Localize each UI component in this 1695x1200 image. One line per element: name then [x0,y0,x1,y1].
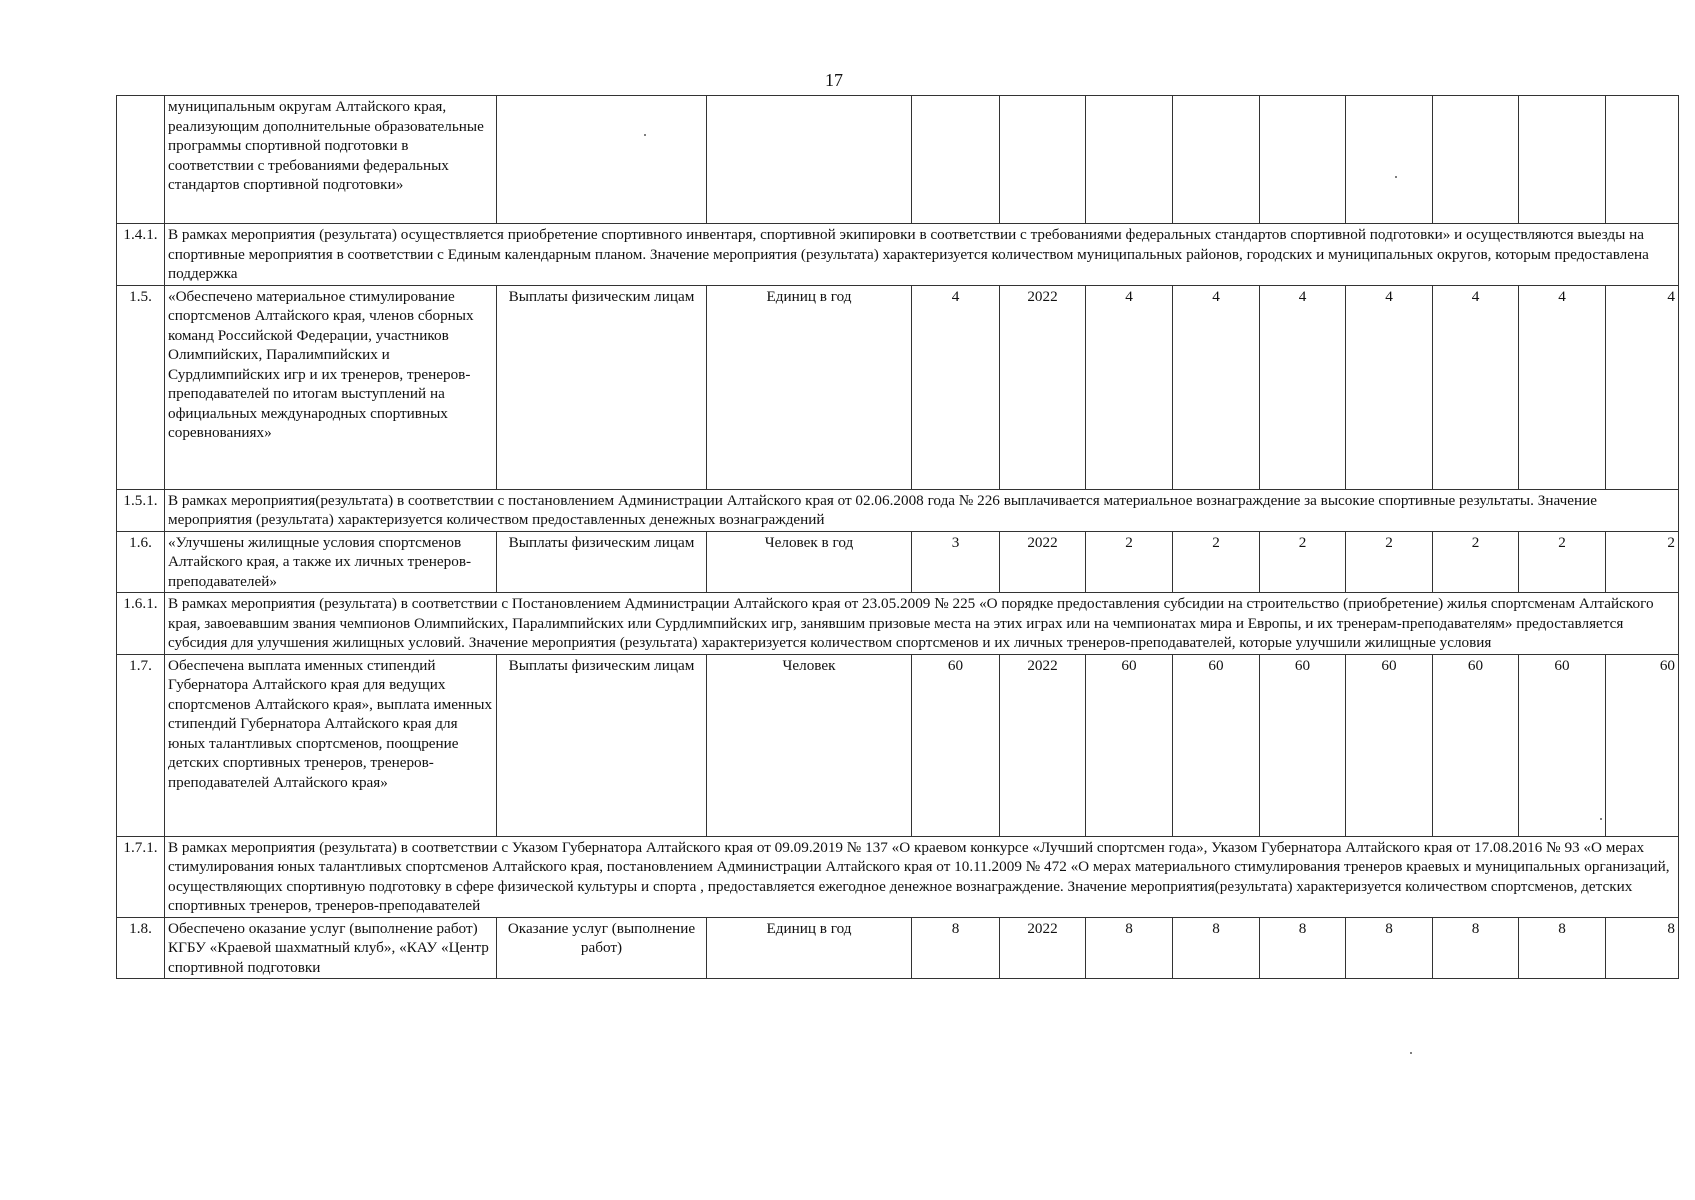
row-number: 1.7.1. [117,836,165,917]
row-number: 1.5. [117,285,165,489]
table-row-continuation [117,96,1679,224]
base-year: 2022 [1000,285,1086,489]
year-value: 4 [1346,285,1433,489]
year-value: 60 [1086,654,1173,836]
year-value [1260,96,1346,224]
row-number: 1.7. [117,654,165,836]
measure-unit: Единиц в год [707,917,912,979]
row-note: В рамках мероприятия (результата) в соответствии с Указом Губернатора Алтайского края от 09.09.2019 № 137 «О краевом конкурсе «Лучший спортсмен года», Указом Губернатора Алтайского края от 17.08.2016 № 93 «О мерах стимулирования юных талантливых спортсменов Алтайского края, постановлением Администрации Алтайского края от 10.11.2009 № 472 «О мерах материального стимулирования тренеров краевых и муниципальных организаций, осуществляющих спортивную подготовку в сфере физической культуры и спорта , предоставляется ежегодное денежное вознаграждение. Значение мероприятия(результата) характеризуется количеством спортсменов, детских спортивных тренеров, тренеров-преподавателей [165,836,1679,917]
table-row-note-1-4-1 [117,224,1679,286]
year-value: 4 [1173,285,1260,489]
base-year: 2022 [1000,531,1086,593]
measure-name: «Обеспечено материальное стимулирование спортсменов Алтайского края, членов сборных команд Российской Федерации, участников Олимпийских, Паралимпийских и Сурдлимпийских игр и их тренеров, тренеров-преподавателей по итогам выступлений на официальных международных спортивных соревнованиях» [165,285,497,489]
year-value: 4 [1086,285,1173,489]
measure-unit: Человек [707,654,912,836]
base-year: 2022 [1000,654,1086,836]
year-value: 2 [1173,531,1260,593]
measure-type: Выплаты физическим лицам [497,285,707,489]
year-value [1519,96,1606,224]
measure-unit [707,96,912,224]
row-number: 1.6.1. [117,593,165,655]
base-year [1000,96,1086,224]
indicators-table [116,95,1679,979]
table-row-note-1-5-1 [117,489,1679,531]
table-row-note-1-6-1 [117,593,1679,655]
table-row-1-7 [117,654,1679,836]
year-value: 60 [1433,654,1519,836]
year-value: 8 [1086,917,1173,979]
measure-name: муниципальным округам Алтайского края, реализующим дополнительные образовательные программы спортивной подготовки в соответствии с требованиями федеральных стандартов спортивной подготовки» [165,96,497,224]
scan-speck [1395,176,1397,178]
table-row-note-1-7-1 [117,836,1679,917]
base-value: 3 [912,531,1000,593]
measure-name: «Улучшены жилищные условия спортсменов Алтайского края, а также их личных тренеров-преподавателей» [165,531,497,593]
year-value: 60 [1519,654,1606,836]
year-value: 2 [1519,531,1606,593]
year-value: 2 [1346,531,1433,593]
year-value: 2 [1433,531,1519,593]
row-note: В рамках мероприятия(результата) в соответствии с постановлением Администрации Алтайского края от 02.06.2008 года № 226 выплачивается материальное вознаграждение за высокие спортивные результаты. Значение мероприятия (результата) характеризуется количеством предоставленных денежных вознаграждений [165,489,1679,531]
table-row-1-5 [117,285,1679,489]
year-value: 4 [1433,285,1519,489]
year-value: 8 [1519,917,1606,979]
table-row-1-6 [117,531,1679,593]
year-value: 60 [1173,654,1260,836]
year-value [1086,96,1173,224]
measure-type [497,96,707,224]
measure-unit: Человек в год [707,531,912,593]
scan-speck [1410,1052,1412,1054]
year-value: 8 [1606,917,1679,979]
year-value [1173,96,1260,224]
measure-type: Оказание услуг (выполнение работ) [497,917,707,979]
base-value: 60 [912,654,1000,836]
year-value [1433,96,1519,224]
year-value: 8 [1260,917,1346,979]
year-value: 60 [1346,654,1433,836]
year-value [1606,96,1679,224]
scan-speck [644,134,646,136]
year-value: 2 [1260,531,1346,593]
year-value: 2 [1606,531,1679,593]
row-number: 1.5.1. [117,489,165,531]
year-value: 8 [1173,917,1260,979]
year-value: 60 [1606,654,1679,836]
year-value: 4 [1606,285,1679,489]
row-number: 1.8. [117,917,165,979]
year-value [1346,96,1433,224]
scan-speck [1600,818,1602,820]
measure-type: Выплаты физическим лицам [497,531,707,593]
row-number [117,96,165,224]
row-note: В рамках мероприятия (результата) осуществляется приобретение спортивного инвентаря, спортивной экипировки в соответствии с требованиями федеральных стандартов спортивной подготовки» и осуществляются выезды на спортивные мероприятия в соответствии с Единым календарным планом. Значение мероприятия (результата) характеризуется количеством муниципальных районов, городских и муниципальных округов, которым предоставлена поддержка [165,224,1679,286]
measure-unit: Единиц в год [707,285,912,489]
page-number: 17 [825,70,843,90]
base-year: 2022 [1000,917,1086,979]
year-value: 4 [1260,285,1346,489]
row-note: В рамках мероприятия (результата) в соответствии с Постановлением Администрации Алтайского края от 23.05.2009 № 225 «О порядке предоставления субсидии на строительство (приобретение) жилья спортсменам Алтайского края, завоевавшим звания чемпионов Олимпийских, Паралимпийских или Сурдлимпийских игр, занявшим призовые места на этих играх или на чемпионатах мира и Европы, и их тренерам-преподавателям» предоставляется субсидия для улучшения жилищных условий. Значение мероприятия (результата) характеризуется количеством спортсменов и их личных тренеров-преподавателей, которые улучшили жилищные условия [165,593,1679,655]
year-value: 4 [1519,285,1606,489]
measure-name: Обеспечено оказание услуг (выполнение работ) КГБУ «Краевой шахматный клуб», «КАУ «Центр спортивной подготовки [165,917,497,979]
year-value: 2 [1086,531,1173,593]
table-row-1-8 [117,917,1679,979]
measure-type: Выплаты физическим лицам [497,654,707,836]
year-value: 60 [1260,654,1346,836]
base-value: 4 [912,285,1000,489]
row-number: 1.6. [117,531,165,593]
row-number: 1.4.1. [117,224,165,286]
year-value: 8 [1433,917,1519,979]
base-value [912,96,1000,224]
measure-name: Обеспечена выплата именных стипендий Губернатора Алтайского края для ведущих спортсменов Алтайского края», выплата именных стипендий Губернатора Алтайского края для юных талантливых спортсменов, поощрение детских спортивных тренеров, тренеров-преподавателей Алтайского края» [165,654,497,836]
base-value: 8 [912,917,1000,979]
year-value: 8 [1346,917,1433,979]
